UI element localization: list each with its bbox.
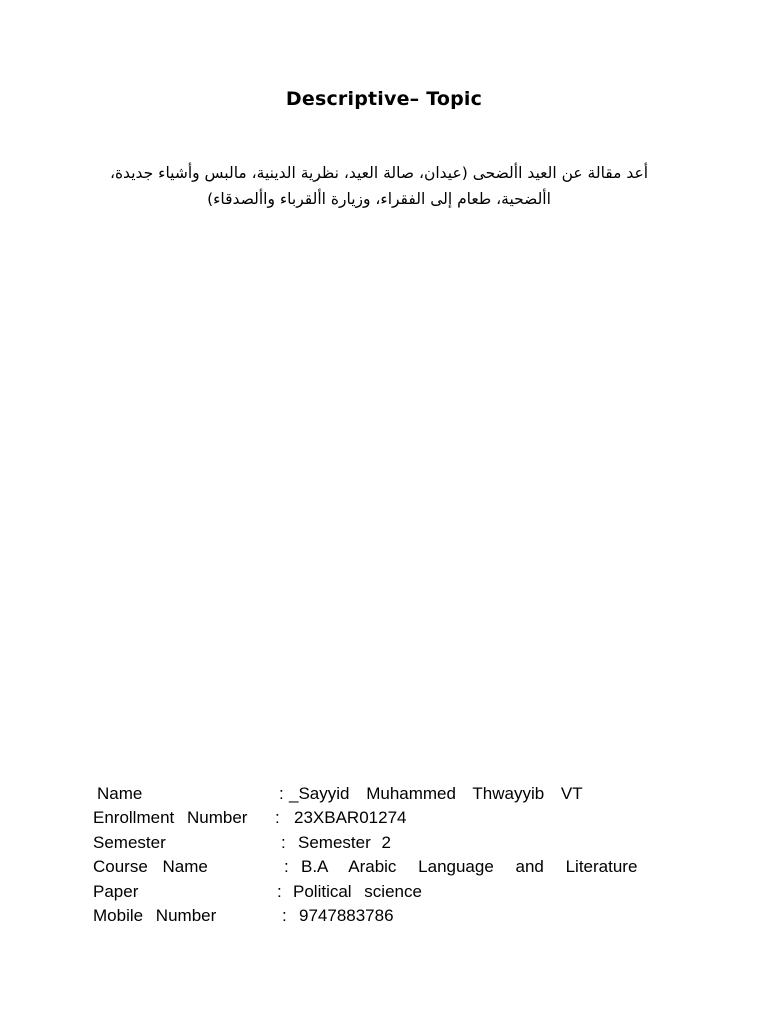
info-row-paper	[93, 880, 653, 904]
mobile-separator: :	[282, 905, 287, 925]
info-row-semester	[93, 831, 653, 855]
semester-separator: :	[281, 832, 286, 852]
enrollment-value: 23XBAR01274	[294, 808, 407, 828]
name-separator: :	[279, 784, 284, 803]
arabic-topic-line-2: األضحية، طعام إلى الفقراء، وزيارة األقرباء واألصدقاء)	[207, 190, 551, 208]
arabic-topic-paragraph	[96, 160, 662, 212]
semester-label: Semester	[93, 832, 166, 852]
name-label: Name	[97, 784, 143, 803]
arabic-topic-line-1: أعد مقالة عن العيد األضحى (عيدان، صالة العيد، نظرية الدينية، مالبس وأشياء جديدة،	[109, 164, 649, 182]
student-info-block	[93, 782, 653, 928]
mobile-label: Mobile Number	[93, 905, 217, 925]
info-row-course	[93, 855, 653, 879]
name-value: _Sayyid Muhammed Thwayyib VT	[289, 784, 583, 803]
course-value: B.A Arabic Language and Literature	[301, 857, 638, 877]
enrollment-label: Enrollment Number	[93, 808, 248, 828]
mobile-value: 9747883786	[299, 905, 394, 925]
course-separator: :	[284, 857, 289, 877]
semester-value: Semester 2	[298, 832, 391, 852]
info-row-enrollment	[93, 806, 653, 830]
info-row-name	[93, 782, 653, 806]
paper-separator: :	[277, 881, 282, 901]
paper-label: Paper	[93, 881, 139, 901]
paper-value: Political science	[293, 881, 422, 901]
info-row-mobile	[93, 904, 653, 928]
page-title: Descriptive– Topic	[285, 88, 483, 110]
enrollment-separator: :	[275, 808, 280, 828]
course-label: Course Name	[93, 857, 208, 877]
